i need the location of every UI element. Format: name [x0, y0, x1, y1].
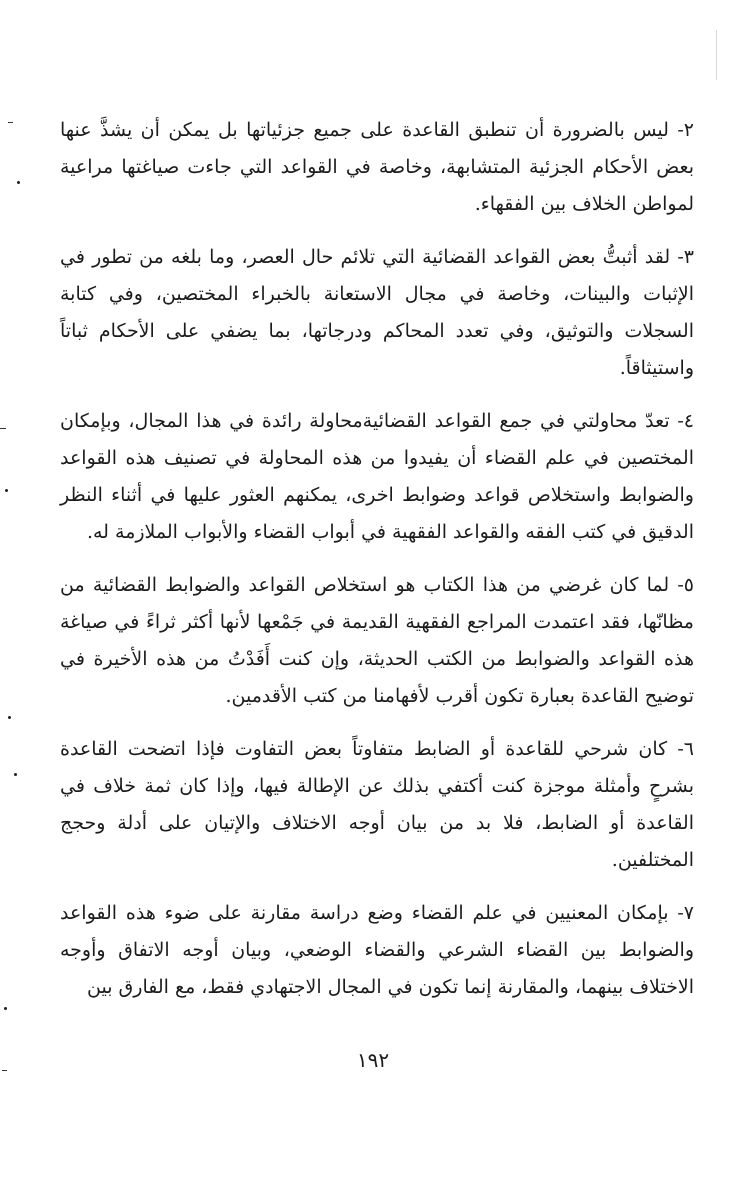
paragraph-7: ٧- بإمكان المعنيين في علم القضاء وضع دراسة مقارنة على ضوء هذه القواعد والضوابط بين القضاء الشرعي والقضاء الوضعي، وبيان أوجه الاتفاق وأوجه الاختلاف بينهما، والمقارنة إنما تكون في المجال الاجتهادي فقط، مع الفارق بين [60, 902, 694, 998]
paragraph-6: ٦- كان شرحي للقاعدة أو الضابط متفاوتاً بعض التفاوت فإذا اتضحت القاعدة بشرحٍ وأمثلة موجزة كنت أكتفي بذلك عن الإطالة فيها، وإذا كان ثمة خلاف في القاعدة أو الضابط، فلا بد من بيان أوجه الاختلاف والإتيان على أدلة وحجج المختلفين. [60, 738, 694, 871]
body-text [60, 112, 694, 1022]
paragraph-5: ٥- لما كان غرضي من هذا الكتاب هو استخلاص القواعد والضوابط القضائية من مظانّها، فقد اعتمدت المراجع الفقهية القديمة في جَمْعها لأنها أكثر ثراءً في صياغة هذه القواعد والضوابط من الكتب الحديثة، وإن كنت أَفَدْتُ من هذه الأخيرة في توضيح القاعدة بعبارة تكون أقرب لأفهامنا من كتب الأقدمين. [60, 574, 694, 707]
paragraph-3: ٣- لقد أثبتُّ بعض القواعد القضائية التي تلائم حال العصر، وما بلغه من تطور في الإثبات والبينات، وخاصة في مجال الاستعانة بالخبراء المختصين، وفي كتابة السجلات والتوثيق، وفي تعدد المحاكم ودرجاتها، بما يضفي على الأحكام ثباتاً واستيثاقاً. [60, 246, 694, 379]
scan-speck [14, 773, 17, 776]
paragraph-2: ٢- ليس بالضرورة أن تنطبق القاعدة على جميع جزئياتها بل يمكن أن يشذَّ عنها بعض الأحكام الجزئية المتشابهة، وخاصة في القواعد التي جاءت صياغتها مراعية لمواطن الخلاف بين الفقهاء. [60, 119, 694, 215]
paragraph-4: ٤- تعدّ محاولتي في جمع القواعد القضائيةمحاولة رائدة في هذا المجال، وبإمكان المختصين في علم القضاء أن يفيدوا من هذه المحاولة في تصنيف هذه القواعد والضوابط واستخلاص قواعد وضوابط اخرى، يمكنهم العثور عليها في أثناء النظر الدقيق في كتب الفقه والقواعد الفقهية في أبواب القضاء والأبواب الملازمة له. [60, 410, 694, 543]
page-number: ١٩٢ [356, 1048, 390, 1072]
scan-speck [17, 181, 20, 184]
scan-edge-line [716, 30, 717, 80]
scan-speck [4, 1007, 7, 1010]
scan-mark [8, 122, 13, 123]
scan-mark [0, 428, 6, 429]
scan-speck [5, 489, 8, 492]
scan-speck [8, 716, 11, 719]
